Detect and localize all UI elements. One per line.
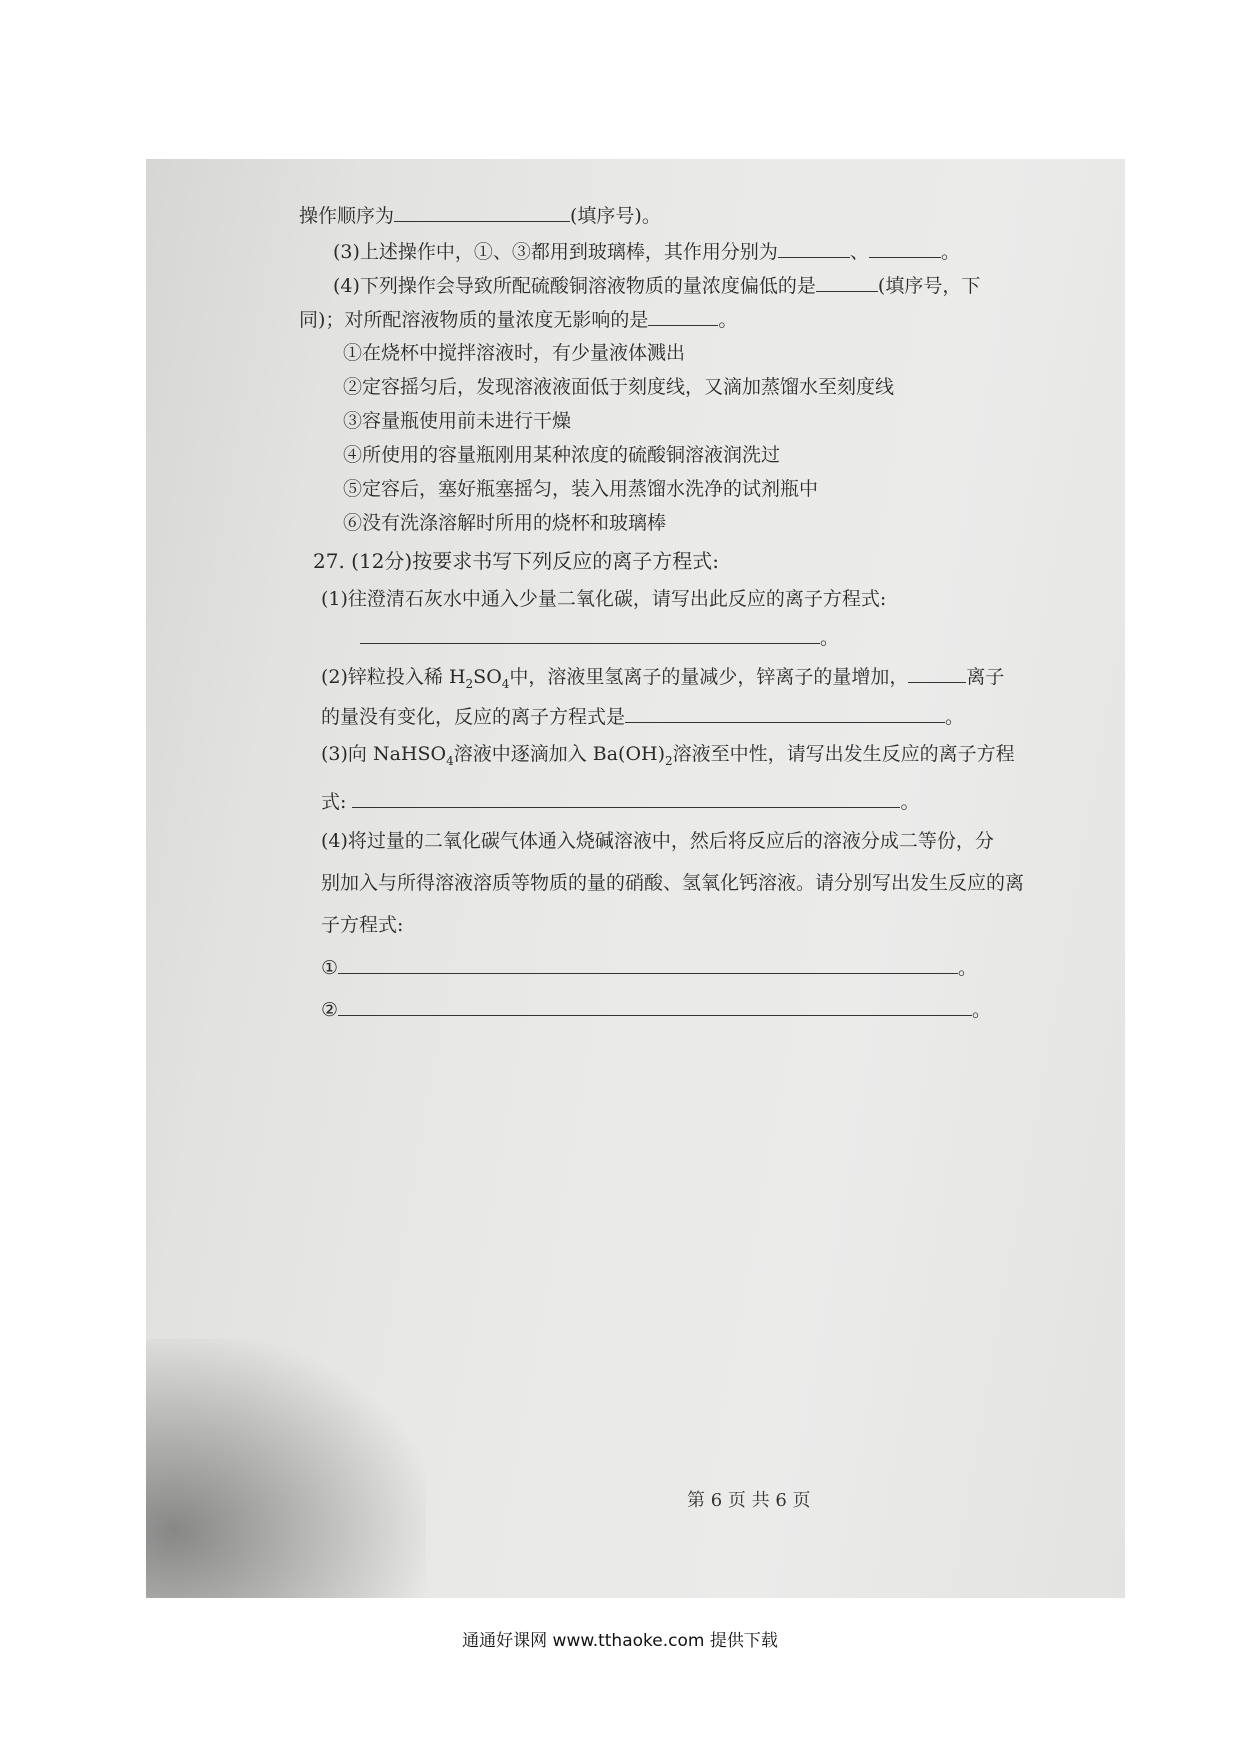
q3-text: (3)上述操作中，①、③都用到玻璃棒，其作用分别为 bbox=[333, 241, 778, 263]
option-3: ③容量瓶使用前未进行干燥 bbox=[343, 410, 572, 432]
q4-line-2 bbox=[299, 307, 737, 332]
q27-p2-line-1 bbox=[321, 664, 1004, 689]
option-1: ①在烧杯中搅拌溶液时，有少量液体溅出 bbox=[343, 342, 686, 364]
q27-ans1-blank[interactable] bbox=[338, 955, 958, 974]
q27-p2-blank-1[interactable] bbox=[908, 664, 966, 683]
q27-ans-1 bbox=[321, 955, 977, 980]
order-suffix: (填序号)。 bbox=[570, 205, 661, 227]
q27-p3-sub2: 2 bbox=[665, 753, 673, 768]
q27-p2-sub1: 2 bbox=[465, 676, 474, 691]
q27-ans2-label: ② bbox=[321, 999, 339, 1021]
order-line bbox=[299, 203, 661, 228]
q27-ans1-label: ① bbox=[321, 957, 339, 979]
q4-text: (4)下列操作会导致所配硫酸铜溶液物质的量浓度偏低的是 bbox=[333, 275, 816, 297]
q4-end: 。 bbox=[718, 309, 738, 331]
q27-p4-line-2: 别加入与所得溶液溶质等物质的量的硝酸、氢氧化钙溶液。请分别写出发生反应的离 bbox=[321, 872, 1025, 894]
q27-p3-b: 溶液中逐滴加入 Ba(OH) bbox=[453, 743, 666, 765]
download-footer: 通通好课网 www.tthaoke.com 提供下载 bbox=[462, 1631, 778, 1651]
q4-line-1 bbox=[333, 273, 980, 298]
q27-ans2-end: 。 bbox=[972, 999, 992, 1021]
q27-p2-line-2 bbox=[321, 704, 964, 729]
q27-ans2-blank[interactable] bbox=[338, 997, 972, 1016]
q27-ans1-end: 。 bbox=[958, 957, 978, 979]
q27-p1: (1)往澄清石灰水中通入少量二氧化碳，请写出此反应的离子方程式: bbox=[321, 588, 887, 610]
q27-p2-d: 离子 bbox=[966, 666, 1005, 688]
hand-shadow bbox=[146, 1339, 426, 1598]
q27-p2-c: 中，溶液里氢离子的量减少，锌离子的量增加， bbox=[509, 666, 909, 688]
q3-line bbox=[333, 239, 960, 264]
q27-p2-b: SO bbox=[473, 666, 502, 688]
q4-line2-text: 同)；对所配溶液物质的量浓度无影响的是 bbox=[299, 309, 649, 331]
q27-p2-line2-text: 的量没有变化，反应的离子方程式是 bbox=[321, 706, 626, 728]
q27-p2-blank-2[interactable] bbox=[625, 704, 945, 723]
q3-end: 。 bbox=[940, 241, 960, 263]
q27-p3-line-1 bbox=[321, 742, 1015, 766]
q3-blank-2[interactable] bbox=[869, 239, 941, 258]
q27-p3-end: 。 bbox=[900, 791, 920, 813]
q27-title: 27. (12分)按要求书写下列反应的离子方程式: bbox=[313, 549, 719, 573]
q27-p2-a: (2)锌粒投入稀 H bbox=[321, 666, 466, 688]
q27-p2-end: 。 bbox=[945, 706, 965, 728]
option-5: ⑤定容后，塞好瓶塞摇匀，装入用蒸馏水洗净的试剂瓶中 bbox=[343, 478, 819, 500]
q27-p3-c: 溶液至中性，请写出发生反应的离子方程 bbox=[672, 743, 1015, 765]
q27-p3-line-2 bbox=[321, 789, 919, 814]
q27-p4-line-1: (4)将过量的二氧化碳气体通入烧碱溶液中，然后将反应后的溶液分成二等份，分 bbox=[321, 830, 994, 852]
q27-p4-line-3: 子方程式: bbox=[321, 914, 404, 936]
option-4: ④所使用的容量瓶刚用某种浓度的硫酸铜溶液润洗过 bbox=[343, 444, 781, 466]
option-6: ⑥没有洗涤溶解时所用的烧杯和玻璃棒 bbox=[343, 512, 667, 534]
q27-p3-line2-text: 式: bbox=[321, 791, 347, 813]
q27-p3-a: (3)向 NaHSO bbox=[321, 743, 447, 765]
q4-blank-1[interactable] bbox=[816, 273, 878, 292]
scanned-page-photo bbox=[146, 159, 1125, 1598]
q4-blank-2[interactable] bbox=[648, 307, 718, 326]
q3-blank-1[interactable] bbox=[778, 239, 850, 258]
option-2: ②定容摇匀后，发现溶液液面低于刻度线，又滴加蒸馏水至刻度线 bbox=[343, 376, 895, 398]
q27-p2-sub2: 4 bbox=[501, 676, 510, 691]
page-number: 第 6 页 共 6 页 bbox=[687, 1490, 811, 1511]
q3-sep: 、 bbox=[849, 241, 869, 263]
order-label: 操作顺序为 bbox=[299, 205, 395, 227]
q27-p3-blank[interactable] bbox=[352, 789, 900, 808]
q27-p1-end: 。 bbox=[820, 627, 840, 649]
q4-suffix: (填序号，下 bbox=[877, 275, 981, 297]
q27-ans-2 bbox=[321, 997, 991, 1022]
order-blank[interactable] bbox=[394, 203, 570, 222]
q27-p1-answer-line bbox=[360, 625, 839, 650]
q27-p1-blank[interactable] bbox=[360, 625, 820, 644]
q27-p3-sub1: 4 bbox=[446, 753, 454, 768]
